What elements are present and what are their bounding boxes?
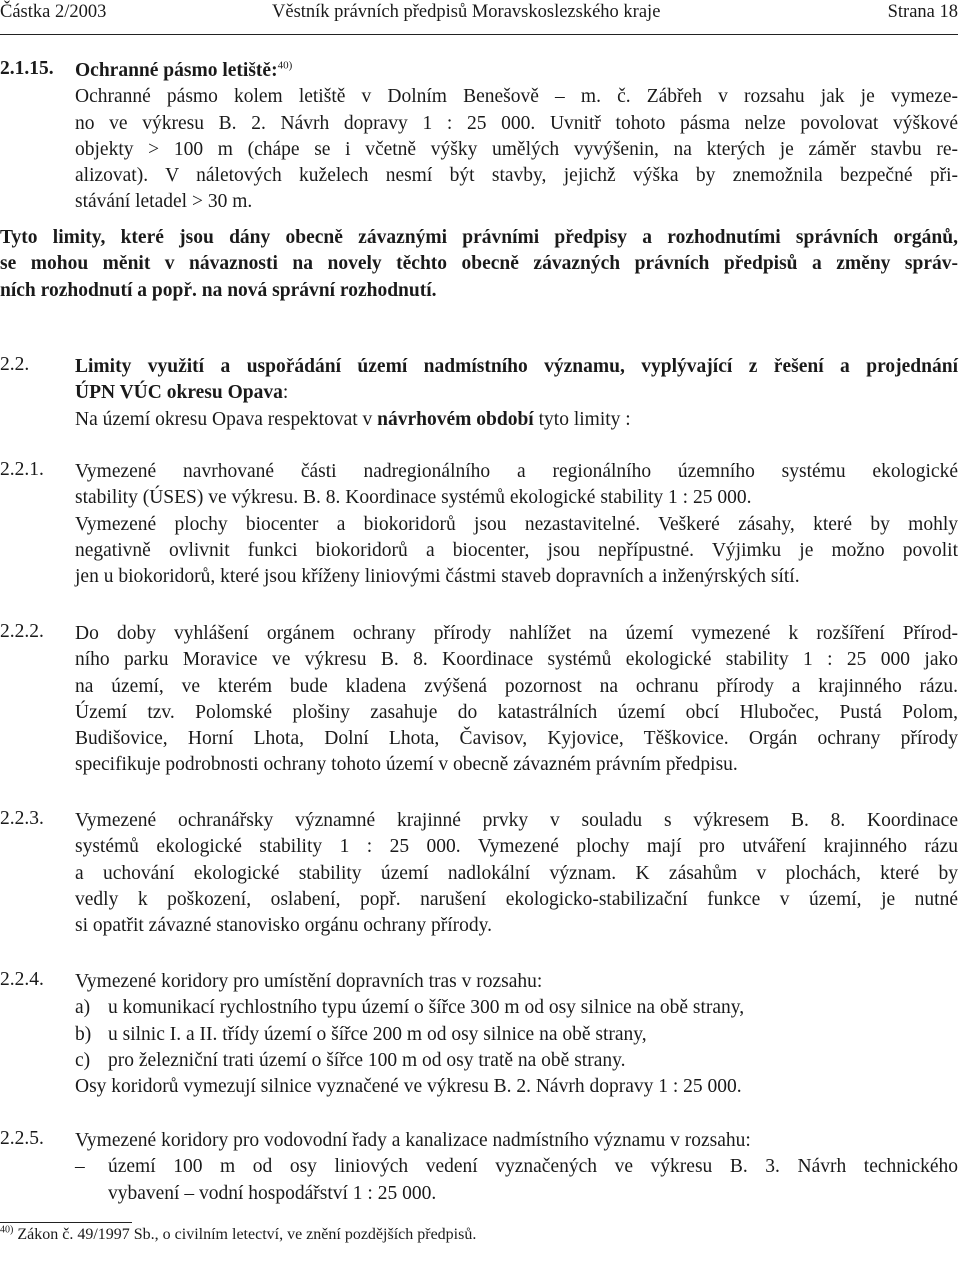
text-line: stability (ÚSES) ve výkresu. B. 8. Koordinace systémů ekologické stability 1 : 25 000. — [75, 487, 752, 509]
text-line: Ochranné pásmo kolem letiště v Dolním Benešově – m. č. Zábřeh v rozsahu jak je vymeze- — [75, 86, 958, 108]
section-2-2 — [0, 354, 958, 433]
footnote-rule — [0, 1222, 132, 1223]
text-line: a uchování ekologické stability území nadlokální význam. K zásahům v plochách, které by — [75, 862, 958, 884]
text-line: specifikuje podrobnosti ochrany tohoto území v obecně závazném právním předpisu. — [75, 754, 738, 776]
section-body — [75, 354, 958, 433]
section-2-2-2 — [0, 621, 958, 779]
section-number: 2.2.5. — [0, 1128, 44, 1149]
section-2-2-5 — [0, 1128, 958, 1207]
section-body — [75, 969, 958, 1100]
text-line: ních rozhodnutí a popř. na nová správní rozhodnutí. — [0, 279, 437, 301]
section-2-2-4 — [0, 969, 958, 1100]
list-label: a) — [75, 997, 91, 1019]
list-text: území 100 m od osy liniových vedení vyznačených ve výkresu B. 3. Návrh technického — [108, 1156, 958, 1178]
text-line: Tyto limity, které jsou dány obecně závaznými právními předpisy a rozhodnutími správních orgánů, — [0, 227, 958, 248]
text-line: negativně ovlivnit funkci biokoridorů a biocenter, jsou nepřípustné. Výjimku je možno povolit — [75, 539, 958, 561]
text-line: Budišovice, Horní Lhota, Dolní Lhota, Čavisov, Kyjovice, Těškovice. Orgán ochrany přírody — [75, 728, 958, 750]
text-line: ního parku Moravice ve výkresu B. 8. Koordinace systémů ekologické stability 1 : 25 000 jako — [75, 649, 958, 671]
section-body — [75, 58, 958, 216]
issue-number: Částka 2/2003 — [0, 2, 107, 22]
text-line: systémů ekologické stability 1 : 25 000. Vymezené plochy mají pro utváření krajinného rázu — [75, 836, 958, 858]
section-number: 2.2.1. — [0, 459, 44, 480]
section-body — [75, 1128, 958, 1207]
section-title: Limity využití a uspořádání území nadmístního významu, vyplývající z řešení a projednání — [75, 356, 958, 377]
section-title-cont: ÚPN VÚC okresu Opava: — [75, 382, 289, 404]
list-item — [75, 1022, 958, 1048]
section-2-2-3 — [0, 808, 958, 939]
section-title: Ochranné pásmo letiště:$^{40)}$ — [75, 59, 293, 81]
page-number: Strana 18 — [887, 2, 958, 22]
text-line: Vymezené koridory pro umístění dopravních tras v rozsahu: — [75, 971, 543, 992]
list-item — [75, 1154, 958, 1207]
footnote-ref[interactable]: 40) — [277, 59, 293, 72]
section-number: 2.2.2. — [0, 621, 44, 642]
section-body — [75, 621, 958, 779]
section-number: 2.2. — [0, 354, 30, 375]
text-line: stávání letadel > 30 m. — [75, 191, 253, 213]
text-line: jen u biokoridorů, které jsou kříženy liniovými částmi staveb dopravních a inženýrských sítí. — [75, 566, 800, 588]
limits-paragraph — [0, 225, 958, 304]
text-line: vedly k poškození, oslabení, popř. narušení ekologicko-stabilizační funkce v území, je nutné — [75, 888, 958, 910]
text-line: Osy koridorů vymezují silnice vyznačené ve výkresu B. 2. Návrh dopravy 1 : 25 000. — [75, 1076, 742, 1098]
text-line: se mohou měnit v návaznosti na novely těchto obecně závazných právních předpisů a změny správ- — [0, 253, 958, 275]
section-number: 2.1.15. — [0, 58, 54, 79]
text-line: Vymezené navrhované části nadregionálního a regionálního územního systému ekologické — [75, 461, 958, 482]
text-line: Vymezené koridory pro vodovodní řady a kanalizace nadmístního významu v rozsahu: — [75, 1130, 751, 1151]
header-rule — [0, 34, 958, 35]
text-line: alizovat). V náletových kuželech nesmí být stavby, jejichž výška by znemožnila bezpečné při- — [75, 165, 958, 187]
text-line: na území, ve kterém bude kladena zvýšená pozornost na ochranu přírody a krajinného rázu. — [75, 675, 958, 697]
text-line: Na území okresu Opava respektovat v návrhovém období tyto limity : — [75, 408, 631, 430]
text-line: Vymezené plochy biocenter a biokoridorů jsou nezastavitelné. Veškeré zásahy, které by mohly — [75, 513, 958, 535]
text-line: Do doby vyhlášení orgánem ochrany přírody nahlížet na území vymezené k rozšíření Přírod- — [75, 623, 958, 644]
list-label: – — [75, 1156, 85, 1178]
section-number: 2.2.4. — [0, 969, 44, 990]
text-line: no ve výkresu B. 2. Návrh dopravy 1 : 25 000. Uvnitř tohoto pásma nelze povolovat výškové — [75, 112, 958, 134]
list-text: u silnic I. a II. třídy území o šířce 200 m od osy silnice na obě strany, — [108, 1023, 647, 1045]
text-line: Vymezené ochranářsky významné krajinné prvky v souladu s výkresem B. 8. Koordinace — [75, 810, 958, 831]
list-item — [75, 995, 958, 1021]
list-label: c) — [75, 1049, 91, 1071]
text-line: objekty > 100 m (chápe se i včetně výšky umělých vyvýšenin, na kterých je záměr stavbu re- — [75, 138, 958, 160]
text-line: Území tzv. Polomské plošiny zasahuje do katastrálních území obcí Hlubočec, Pustá Polom, — [75, 701, 958, 723]
section-body — [75, 808, 958, 939]
text-line: si opatřit závazné stanovisko orgánu ochrany přírody. — [75, 915, 492, 937]
footnote — [0, 1226, 476, 1244]
list-item — [75, 1048, 958, 1074]
footnote-marker: 40) — [0, 1224, 14, 1236]
list-text: u komunikací rychlostního typu území o šířce 300 m od osy silnice na obě strany, — [108, 997, 745, 1019]
section-number: 2.2.3. — [0, 808, 44, 829]
list-text: vybavení – vodní hospodářství 1 : 25 000. — [108, 1182, 437, 1204]
footnote-text: Zákon č. 49/1997 Sb., o civilním letectví, ve znění pozdějších předpisů. — [13, 1226, 477, 1243]
section-2-1-15 — [0, 58, 958, 216]
section-body — [75, 459, 958, 590]
list-label: b) — [75, 1023, 92, 1045]
page-header — [0, 2, 958, 28]
journal-title: Věstník právních předpisů Moravskoslezského kraje — [272, 2, 661, 22]
section-2-2-1 — [0, 459, 958, 590]
list-text: pro železniční trati území o šířce 100 m od osy tratě na obě strany. — [108, 1049, 626, 1071]
